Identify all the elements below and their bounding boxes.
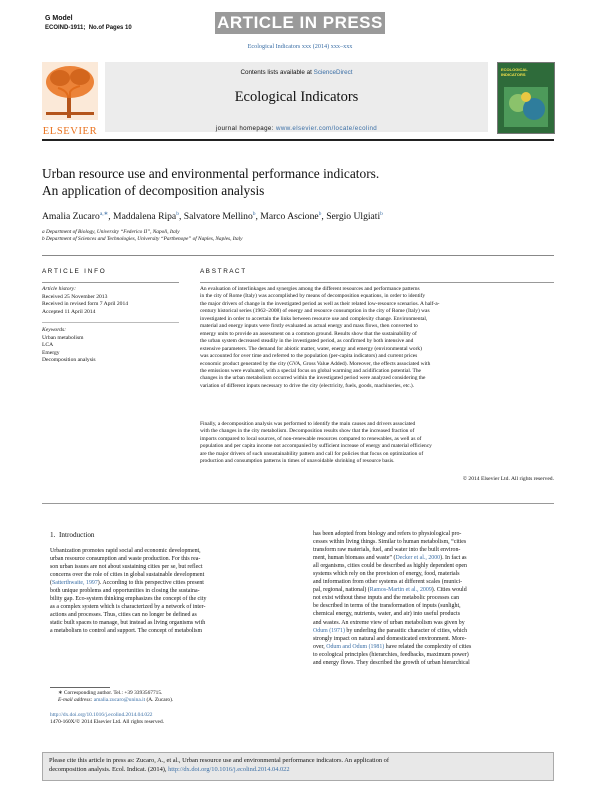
- abstract-paragraph-1: An evaluation of interlinkages and synergies among the different resources and performance patterns in the city of Rome (Italy) was accomplished by means of decomposition equations, in order to identify the major drivers of change in the investigated period as well as their related low-resource scenarios. A half-a- century historical series (1962–2008) of energy and resource consumption in the city of Rome (Italy) was investigated in order to accertain the links between resource use and complexity change. Environmental, material and energy inputs were firstly evaluated as actual energy and mass flows, then converted to emergy units to provide an assessment on a common ground. Results show that the sustainability of the urban system decreased steadily in the investigated period, as confirmed by both intensive and extensive parameters. The demand for abiotic matter, water, energy and emergy (environmental work) was accounted for over time and referred to the population (per-capita indicators) and current prices economic product generated by the city (GVA, Gross Value Added). Moreover, the effects associated with the emissions were evaluated, with a special focus on global warming and acidification potential. The changes in the urban metabolism occurred within the investigated period were analyzed considering the variation of different inputs necessary to drive the city (electricity, fuels, goods, machineries, etc.).: [200, 286, 440, 389]
- page-count: No.of Pages 10: [88, 25, 132, 31]
- cite-text-body: Please cite this article in press as: Zucaro, A., et al., Urban resource use and environmental performance indicators. An application of decomposition analysis. Ecol. Indicat. (2014),: [49, 757, 390, 773]
- email-link[interactable]: amalia.zucaro@unina.it: [93, 697, 146, 704]
- title-line-2: An application of decomposition analysis: [42, 183, 265, 198]
- sciencedirect-link[interactable]: ScienceDirect: [313, 69, 353, 76]
- keywords-block: [42, 327, 96, 365]
- masthead-box: [105, 62, 488, 132]
- keywords-rule: [42, 322, 179, 323]
- ref-odum-1981[interactable]: Odum and Odum (1981): [326, 643, 385, 650]
- footnotes: [58, 690, 173, 705]
- article-info-heading: A R T I C L E I N F O: [42, 268, 105, 275]
- intro-left-column: [50, 547, 298, 636]
- intro-text: ). Cities would not exist without these inputs and the metabolic processes can be described in terms of the transformation of inputs (sunlight, chemical energy, nutrients, water, and air) into useful products and wastes. An extreme view of urban metabolism was given by: [313, 587, 467, 626]
- email-suffix: (A. Zucaro).: [145, 697, 174, 704]
- keyword-item: Urban metabolism: [42, 334, 84, 341]
- footnote-rule: [50, 687, 110, 688]
- journal-cover: [497, 62, 555, 134]
- intro-text: ). In fact as all organisms, cities could be described as highly dependent open systems which rely on the provision of energy, food, materials and information from other systems at different scales (munici- pal, regional, national) (: [313, 555, 467, 594]
- article-title: [42, 165, 554, 199]
- keywords-label: Keywords:: [42, 327, 67, 333]
- affiliations: [42, 229, 242, 243]
- abstract-bottom-rule: [42, 503, 554, 504]
- cite-doi-link[interactable]: http://dx.doi.org/10.1016/j.ecolind.2014.04.022: [168, 765, 290, 773]
- author-sup[interactable]: a,∗: [99, 211, 109, 217]
- journal-citation[interactable]: Ecological Indicators xxx (2014) xxx–xxx: [247, 43, 353, 50]
- ref-satterthwaite[interactable]: Satterthwaite, 1997: [51, 580, 98, 587]
- intro-text: by underling the parasitic character of cities, which strongly impact on natural and domesticated environment. More- over,: [313, 627, 468, 650]
- journal-homepage: [105, 125, 488, 132]
- title-line-1: Urban resource use and environmental performance indicators.: [42, 166, 380, 181]
- ref-decker[interactable]: Decker et al., 2000: [395, 555, 441, 562]
- affiliation-a: a Department of Biology, University “Federico II”, Napoli, Italy: [42, 229, 180, 235]
- cover-title: ECOLOGICAL INDICATORS: [501, 67, 528, 77]
- contents-prefix: Contents lists available at: [240, 69, 314, 76]
- author-name[interactable]: Maddalena Ripa: [113, 211, 177, 223]
- intro-text: has been adopted from biology and refers to physiological pro- cesses within living things. Similar to human metabolism, “cities transform raw materials, fuel, and water into the built environ- ment, human biomass and waste” (: [313, 531, 467, 562]
- abstract-paragraph-2: Finally, a decomposition analysis was performed to identify the main causes and drivers associated with the changes in the city metabolism. Decomposition results show that the increased fraction of imports compared to local sources, of non-renewable resources compared to renewables, as well as of population and per capita income not accompanied by sufficient increase of energy and material efficiency are the major drivers of such unsustainability pattern and call for policies that focus on optimization of production and consumption patterns in times of unavoidable shrinking of resource basis.: [200, 421, 432, 465]
- abstract-rule: [200, 282, 554, 283]
- accepted-date: Accepted 11 April 2014: [42, 308, 96, 315]
- intro-text: ). According to this perspective cities present both unique problems and opportunities in closing the sustaina- bility gap. Eco-system thinking emphasizes the concept of the city as a complex system which is characterized by a network of inter- actions and processes. Thus, cities can no longer be defined as static built spaces to manage, but instead as living organisms with a metabolism to control and support. The concept of metabolism: [50, 580, 207, 635]
- article-history: [42, 286, 128, 316]
- author-list: Amalia Zucaro$^{a,∗}$, Maddalena Ripa$^b$, Salvatore Mellino$^b$, Marco Ascione$^b$, Sergio Ulgiati$^b$: [42, 211, 383, 223]
- homepage-link[interactable]: www.elsevier.com/locate/ecolind: [276, 125, 378, 132]
- intro-right-column: [313, 530, 561, 667]
- abstract-copyright: © 2014 Elsevier Ltd. All rights reserved.: [462, 476, 554, 482]
- ref-odum-1971[interactable]: Odum (1971): [313, 627, 345, 634]
- elsevier-wordmark: ELSEVIER: [42, 126, 98, 137]
- elsevier-logo: [42, 62, 98, 137]
- author-name[interactable]: Sergio Ulgiati: [326, 211, 381, 223]
- received-date: Received 25 November 2013: [42, 293, 108, 300]
- cite-text: [49, 757, 549, 774]
- intro-text: Urbanization promotes rapid social and economic development, urban resource consumption and waste production. For this rea- son urban issues are not about sustaining cities per se, but reflect concerns over the role of cities in global sustainable development (: [50, 548, 205, 587]
- affiliation-b: b Department of Sciences and Technologies, University “Parthenope” of Naples, Naples, Italy: [42, 236, 243, 243]
- section-heading: 1. Introduction: [50, 531, 95, 539]
- revised-date: Received in revised form 7 April 2014: [42, 301, 129, 308]
- author-sup[interactable]: b: [176, 211, 179, 217]
- doi-block: [50, 712, 164, 727]
- keyword-item: Decomposition analysis: [42, 357, 96, 364]
- banner-text: ARTICLE IN PRESS: [217, 13, 383, 32]
- cover-image-icon: [504, 87, 548, 127]
- author-name[interactable]: Marco Ascione: [260, 211, 319, 223]
- article-info-rule: [42, 282, 179, 283]
- elsevier-tree-icon: [42, 62, 98, 120]
- article-in-press-banner: [215, 12, 385, 34]
- model-label: G Model: [45, 15, 73, 22]
- keyword-item: LCA: [42, 342, 54, 349]
- history-label: Article history:: [42, 286, 77, 292]
- author-sup[interactable]: b: [380, 211, 383, 217]
- author-name[interactable]: Amalia Zucaro: [42, 211, 100, 223]
- intro-text: have related the complexity of cities to ecological principles (hierarchies, feedbacks, maximum power) and energy flows. They described the growth of urban hierarchical: [313, 643, 472, 666]
- journal-title: Ecological Indicators: [234, 89, 359, 105]
- author-name[interactable]: Salvatore Mellino: [183, 211, 253, 223]
- email-line: [58, 697, 173, 704]
- manuscript-id: ECOIND-1911;: [45, 25, 86, 31]
- homepage-prefix: journal homepage:: [215, 125, 277, 132]
- ref-ramos-martin[interactable]: Ramos-Martin et al., 2009: [369, 587, 432, 594]
- contents-line: [105, 69, 488, 76]
- author-sup[interactable]: b: [252, 211, 256, 217]
- email-label: E-mail address:: [58, 697, 94, 704]
- corresponding-author: ∗ Corresponding author. Tel.: +39 3393567715.: [58, 690, 163, 696]
- cite-box: [42, 752, 554, 781]
- title-rule: [42, 255, 554, 256]
- doi-link[interactable]: http://dx.doi.org/10.1016/j.ecolind.2014.04.022: [50, 712, 153, 718]
- article-ref: [45, 25, 132, 31]
- abstract-heading: A B S T R A C T: [200, 268, 246, 275]
- author-sup[interactable]: b: [318, 211, 322, 217]
- issn-line: 1470-160X/© 2014 Elsevier Ltd. All rights reserved.: [50, 719, 164, 726]
- keyword-item: Emergy: [42, 349, 60, 356]
- masthead-rule: [42, 139, 554, 141]
